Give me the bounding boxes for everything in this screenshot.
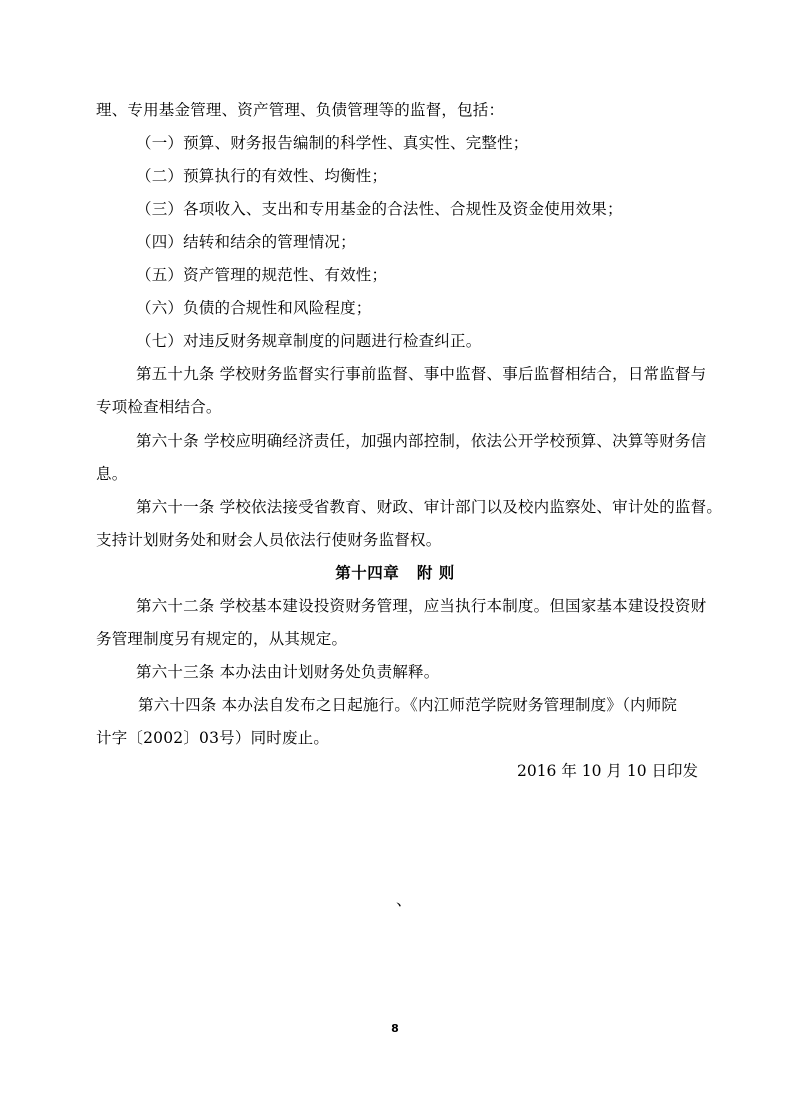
list-item: （六）负债的合规性和风险程度；	[136, 299, 372, 317]
article-60-line-2: 息。	[96, 465, 128, 483]
article-64-line-2: 计字〔2002〕03号）同时废止。	[96, 729, 330, 747]
list-item: （七）对违反财务规章制度的问题进行检查纠正。	[136, 332, 482, 350]
stray-mark: 、	[396, 890, 413, 909]
list-item: （三）各项收入、支出和专用基金的合法性、合规性及资金使用效果；	[136, 200, 623, 218]
article-59-line-1: 第五十九条 学校财务监督实行事前监督、事中监督、事后监督相结合，日常监督与	[136, 365, 707, 383]
list-item: （一）预算、财务报告编制的科学性、真实性、完整性；	[136, 134, 529, 152]
article-61-line-2: 支持计划财务处和财会人员依法行使财务监督权。	[96, 531, 442, 549]
article-59-line-2: 专项检查相结合。	[96, 398, 222, 416]
article-62-line-2: 务管理制度另有规定的，从其规定。	[96, 630, 348, 648]
list-item: （二）预算执行的有效性、均衡性；	[136, 167, 388, 185]
article-60-line-1: 第六十条 学校应明确经济责任，加强内部控制，依法公开学校预算、决算等财务信	[136, 432, 707, 450]
text-line: 理、专用基金管理、资产管理、负债管理等的监督，包括：	[96, 101, 505, 119]
list-item: （四）结转和结余的管理情况；	[136, 233, 356, 251]
article-64-line-1: 第六十四条 本办法自发布之日起施行。《内江师范学院财务管理制度》（内师院	[138, 696, 678, 714]
article-62-line-1: 第六十二条 学校基本建设投资财务管理，应当执行本制度。但国家基本建设投资财	[136, 597, 707, 615]
article-61-line-1: 第六十一条 学校依法接受省教育、财政、审计部门以及校内监察处、审计处的监督。	[136, 498, 723, 516]
list-item: （五）资产管理的规范性、有效性；	[136, 266, 388, 284]
article-63-line: 第六十三条 本办法由计划财务处负责解释。	[136, 663, 440, 681]
page-number: 8	[391, 1022, 399, 1035]
chapter-heading: 第十四章 附 则	[335, 563, 455, 582]
issue-date: 2016 年 10 月 10 日印发	[516, 762, 698, 780]
